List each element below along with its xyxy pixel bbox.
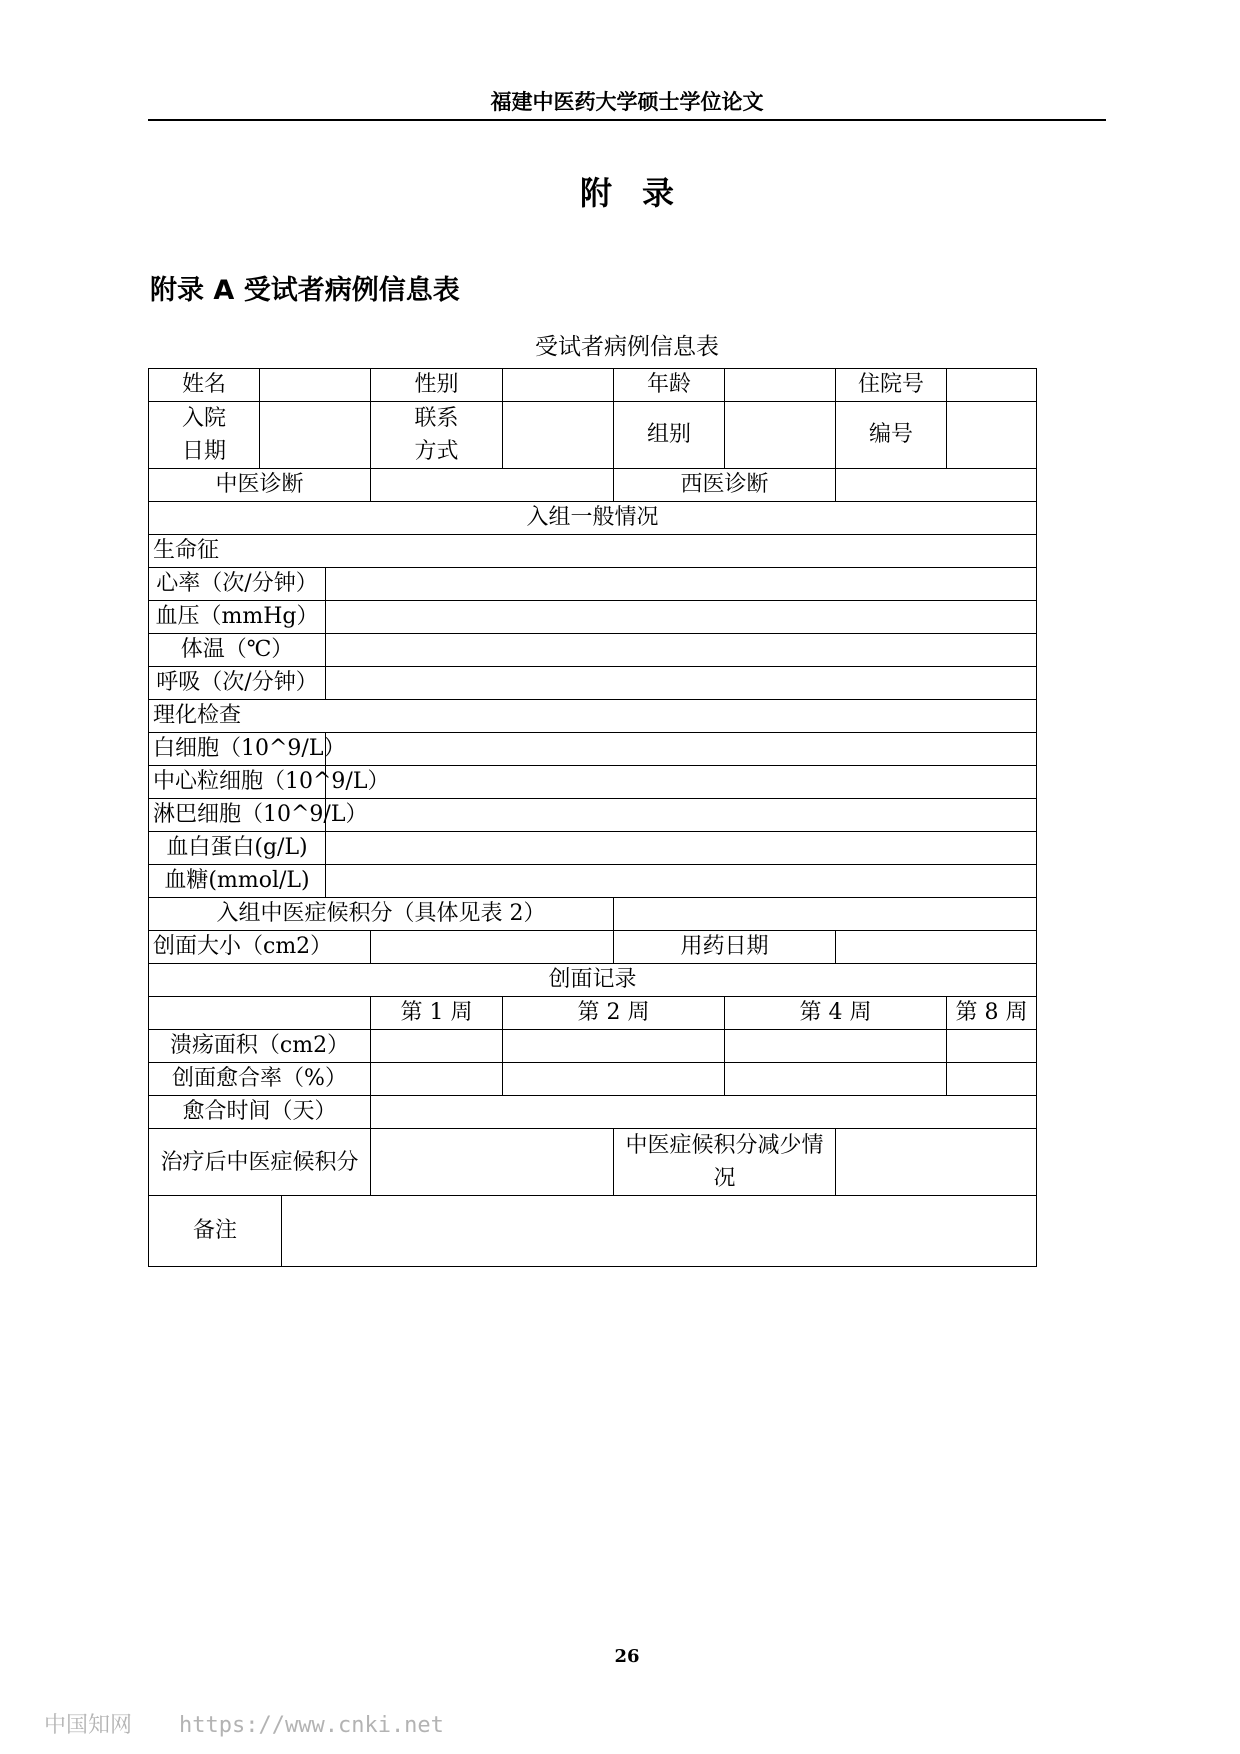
page-number: 26	[614, 1646, 640, 1667]
hospital-no-label: 住院号	[836, 369, 947, 402]
ulcer-area-cell	[371, 1030, 503, 1063]
wound-record-title: 创面记录	[149, 964, 1037, 997]
table-row	[149, 1063, 1037, 1096]
appendix-title: 附录	[579, 174, 704, 212]
vital-label: 心率（次/分钟）	[149, 568, 326, 601]
table-row	[149, 1129, 1037, 1196]
age-label: 年龄	[614, 369, 725, 402]
table-row	[149, 1196, 1037, 1267]
watermark-brand: 中国知网	[44, 1713, 133, 1738]
table-row	[149, 535, 1037, 568]
lab-label: 白细胞（10^9/L）	[149, 733, 326, 766]
week-header: 第 8 周	[947, 997, 1037, 1030]
vital-value-cell	[326, 667, 1037, 700]
wm-diagnosis-label: 西医诊断	[614, 469, 836, 502]
week-header: 第 2 周	[503, 997, 725, 1030]
vital-label: 呼吸（次/分钟）	[149, 667, 326, 700]
section-heading: 附录 A 受试者病例信息表	[150, 275, 460, 306]
number-label: 编号	[836, 402, 947, 469]
header-rule	[148, 119, 1106, 121]
group-value-cell	[725, 402, 836, 469]
contact-label-line1: 联系	[414, 406, 459, 431]
table-row	[149, 1096, 1037, 1129]
lab-label: 血糖(mmol/L)	[149, 865, 326, 898]
healing-rate-cell	[503, 1063, 725, 1096]
tcm-score-label: 入组中医症候积分（具体见表 2）	[149, 898, 614, 931]
case-info-table	[148, 368, 1037, 1267]
ulcer-area-label: 溃疡面积（cm2）	[149, 1030, 371, 1063]
tcm-diagnosis-label: 中医诊断	[149, 469, 371, 502]
vital-label: 血压（mmHg）	[149, 601, 326, 634]
baseline-section-title: 入组一般情况	[149, 502, 1037, 535]
table-row	[149, 402, 1037, 469]
table-row	[149, 667, 1037, 700]
contact-label-line2: 方式	[414, 439, 459, 464]
name-value-cell	[260, 369, 371, 402]
group-label: 组别	[614, 402, 725, 469]
table-row	[149, 997, 1037, 1030]
lab-value-cell	[326, 766, 1037, 799]
wound-size-value-cell	[371, 931, 614, 964]
admission-date-label	[149, 402, 260, 469]
table-row	[149, 568, 1037, 601]
table-row	[149, 832, 1037, 865]
watermark	[44, 1708, 444, 1739]
lab-value-cell	[326, 799, 1037, 832]
healing-rate-label: 创面愈合率（%）	[149, 1063, 371, 1096]
post-tcm-score-label: 治疗后中医症候积分	[149, 1129, 371, 1196]
vital-signs-heading: 生命征	[149, 535, 1037, 568]
table-row	[149, 865, 1037, 898]
age-value-cell	[725, 369, 836, 402]
admission-date-label-line1: 入院	[181, 406, 226, 431]
ulcer-area-cell	[725, 1030, 947, 1063]
lab-label: 中心粒细胞（10^9/L）	[149, 766, 326, 799]
table-caption: 受试者病例信息表	[535, 334, 719, 360]
lab-label: 血白蛋白(g/L)	[149, 832, 326, 865]
table-row	[149, 700, 1037, 733]
table-row	[149, 601, 1037, 634]
ulcer-area-cell	[947, 1030, 1037, 1063]
vital-value-cell	[326, 601, 1037, 634]
week-header: 第 4 周	[725, 997, 947, 1030]
score-reduction-value-cell	[836, 1129, 1037, 1196]
vital-label: 体温（℃）	[149, 634, 326, 667]
remarks-value-cell	[282, 1196, 1037, 1267]
name-label: 姓名	[149, 369, 260, 402]
week-header: 第 1 周	[371, 997, 503, 1030]
healing-time-value-cell	[371, 1096, 1037, 1129]
vital-value-cell	[326, 568, 1037, 601]
table-row	[149, 1030, 1037, 1063]
lab-tests-heading: 理化检查	[149, 700, 1037, 733]
table-row	[149, 469, 1037, 502]
running-header: 福建中医药大学硕士学位论文	[490, 90, 764, 114]
admission-date-label-line2: 日期	[181, 439, 226, 464]
healing-rate-cell	[947, 1063, 1037, 1096]
lab-value-cell	[326, 832, 1037, 865]
table-row	[149, 964, 1037, 997]
wound-size-label: 创面大小（cm2）	[149, 931, 371, 964]
remarks-label: 备注	[149, 1196, 282, 1267]
table-row	[149, 634, 1037, 667]
table-row	[149, 733, 1037, 766]
number-value-cell	[947, 402, 1037, 469]
tcm-diagnosis-value-cell	[371, 469, 614, 502]
table-row	[149, 766, 1037, 799]
table-row	[149, 931, 1037, 964]
score-reduction-label: 中医症候积分减少情况	[614, 1129, 836, 1196]
admission-date-value-cell	[260, 402, 371, 469]
tcm-score-value-cell	[614, 898, 1037, 931]
wm-diagnosis-value-cell	[836, 469, 1037, 502]
contact-label	[371, 402, 503, 469]
contact-value-cell	[503, 402, 614, 469]
table-row	[149, 369, 1037, 402]
lab-value-cell	[326, 865, 1037, 898]
healing-time-label: 愈合时间（天）	[149, 1096, 371, 1129]
table-row	[149, 898, 1037, 931]
ulcer-area-cell	[503, 1030, 725, 1063]
week-header-blank	[149, 997, 371, 1030]
watermark-url: https://www.cnki.net	[179, 1713, 444, 1738]
gender-value-cell	[503, 369, 614, 402]
lab-value-cell	[326, 733, 1037, 766]
lab-label: 淋巴细胞（10^9/L）	[149, 799, 326, 832]
healing-rate-cell	[371, 1063, 503, 1096]
post-tcm-score-value-cell	[371, 1129, 614, 1196]
table-row	[149, 799, 1037, 832]
medication-date-label: 用药日期	[614, 931, 836, 964]
gender-label: 性别	[371, 369, 503, 402]
table-row	[149, 502, 1037, 535]
hospital-no-value-cell	[947, 369, 1037, 402]
medication-date-value-cell	[836, 931, 1037, 964]
vital-value-cell	[326, 634, 1037, 667]
healing-rate-cell	[725, 1063, 947, 1096]
